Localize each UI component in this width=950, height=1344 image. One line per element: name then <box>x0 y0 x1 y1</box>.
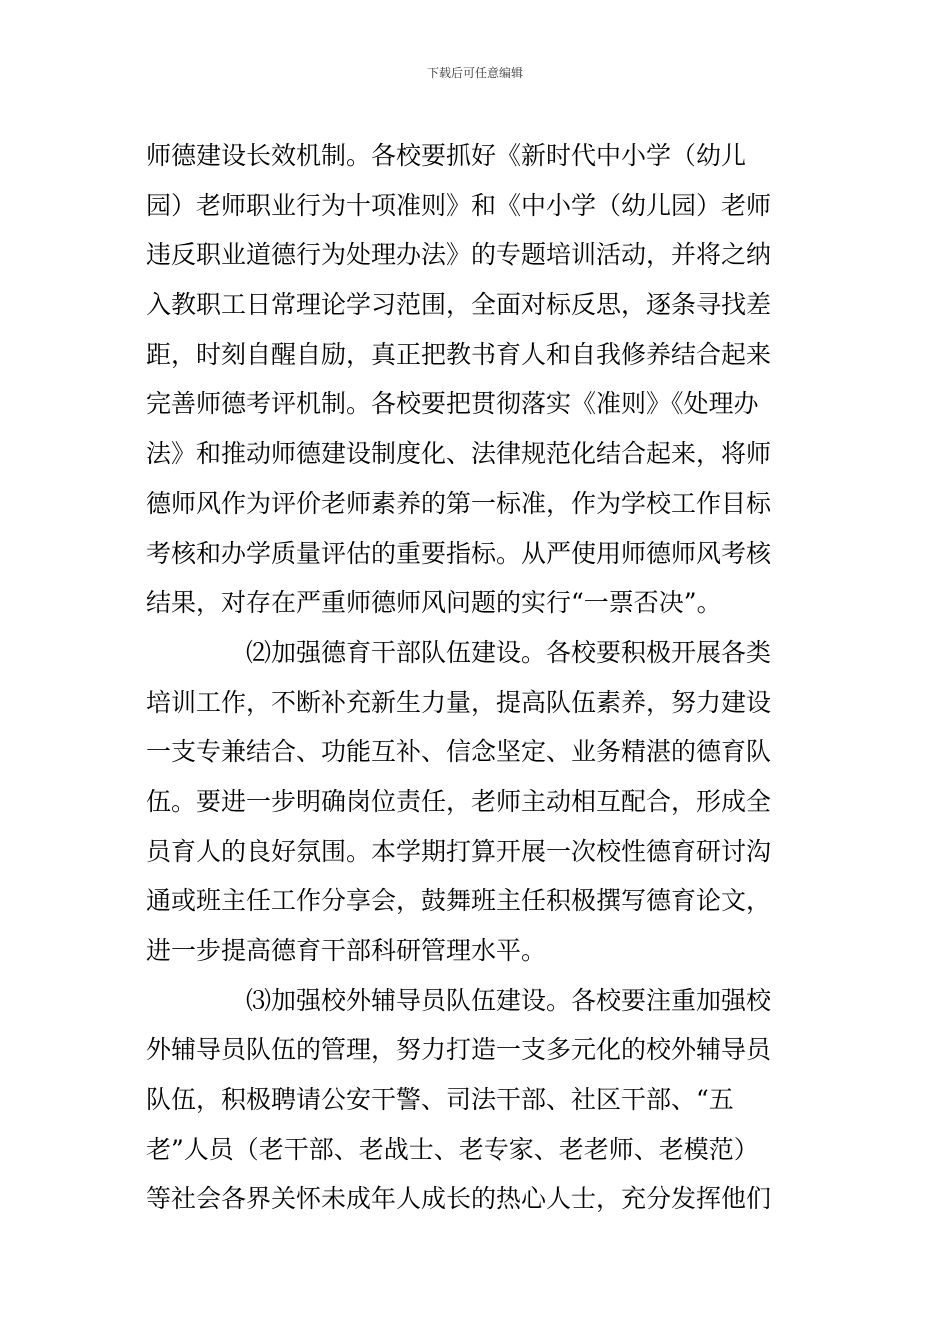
text-line: 培训工作，不断补充新生力量，提高队伍素养，努力建设 <box>146 687 772 717</box>
header-note: 下载后可任意编辑 <box>426 66 523 80</box>
text-line: 入教职工日常理论学习范围，全面对标反思，逐条寻找差 <box>146 290 772 320</box>
paragraph-start-line: ⑶加强校外辅导员队伍建设。各校要注重加强校 <box>246 985 772 1015</box>
paragraph-start-line: ⑵加强德育干部队伍建设。各校要积极开展各类 <box>246 637 772 667</box>
text-line: 师德建设长效机制。各校要抓好《新时代中小学（幼儿 <box>146 141 747 170</box>
text-line: 考核和办学质量评估的重要指标。从严使用师德师风考核 <box>146 538 772 568</box>
text-line: 完善师德考评机制。各校要把贯彻落实《准则》《处理办 <box>146 389 759 419</box>
text-line: 老”人员（老干部、老战士、老专家、老老师、老模范） <box>146 1134 759 1164</box>
text-line: 一支专兼结合、功能互补、信念坚定、业务精湛的德育队 <box>146 737 772 767</box>
text-line: 距，时刻自醒自励，真正把教书育人和自我修养结合起来 <box>146 339 772 369</box>
text-line: 德师风作为评价老师素养的第一标准，作为学校工作目标 <box>146 488 772 518</box>
text-line: 园）老师职业行为十项准则》和《中小学（幼儿园）老师 <box>146 190 772 220</box>
text-line: 伍。要进一步明确岗位责任，老师主动相互配合，形成全 <box>146 786 772 816</box>
text-line: 进一步提高德育干部科研管理水平。 <box>146 936 547 965</box>
text-line: 外辅导员队伍的管理，努力打造一支多元化的校外辅导员 <box>146 1035 772 1065</box>
body-text <box>146 131 810 1224</box>
text-line: 队伍，积极聘请公安干警、司法干部、社区干部、“五 <box>146 1085 734 1115</box>
text-line: 法》和推动师德建设制度化、法律规范化结合起来，将师 <box>146 439 772 469</box>
text-line: 违反职业道德行为处理办法》的专题培训活动，并将之纳 <box>146 240 772 270</box>
text-line: 等社会各界关怀未成年人成长的热心人士，充分发挥他们 <box>146 1184 772 1214</box>
text-line: 通或班主任工作分享会，鼓舞班主任积极撰写德育论文， <box>146 886 772 916</box>
text-line: 结果，对存在严重师德师风问题的实行“一票否决”。 <box>146 588 722 618</box>
text-line: 员育人的良好氛围。本学期打算开展一次校性德育研讨沟 <box>146 836 772 866</box>
